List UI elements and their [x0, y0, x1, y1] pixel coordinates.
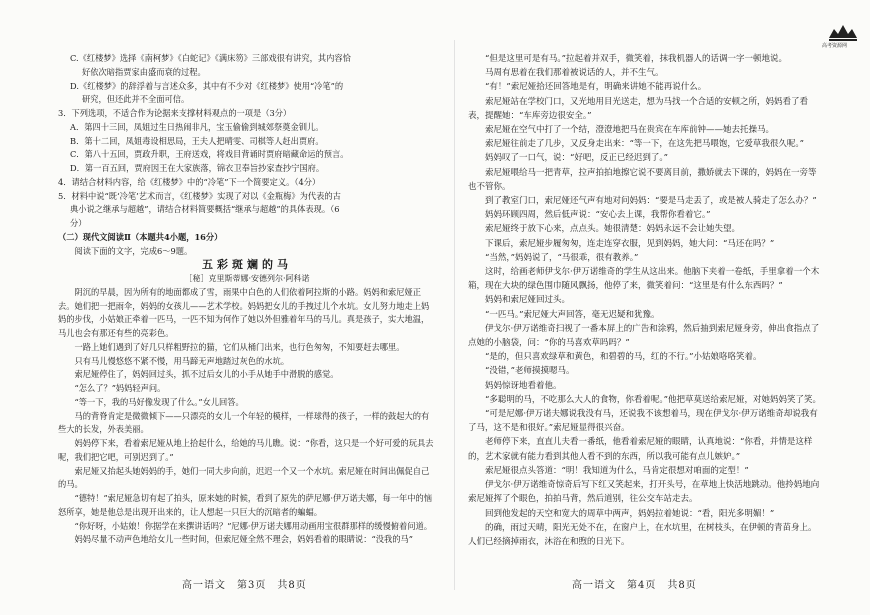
page-fold-line [454, 40, 455, 590]
story-title: 五彩斑斓的马 [202, 258, 292, 272]
story-paragraph: 老师停下来，直直儿夫看一番纸，他看着索尼娅的眼睛，认真地说：“你看，并情是这样的，艺术家就有能力看到其他人看不到的东西，所以我可能有点儿嫉妒。” [468, 437, 813, 462]
right-page [468, 52, 824, 572]
story-paragraph: 阴沉的早晨，因为所有的地面都成了雪，雨果中白色的人们依着阿拉斯的小路。妈妈和索尼娅正去。她们把一把雨伞，妈妈的女孩儿——艺术学校。妈妈把女儿的手拽过儿个水坑。女儿努力地走上妈妈的步伐，小姑娘正牵着一匹马，一匹不知为何作了她以外但雅着年马的马儿。真是孩子，实大地温，马儿也会有那还有些的亮彩色。 [58, 286, 430, 338]
story-paragraph: 妈妈尽量不动声色地给女儿一些时间，但索尼娅全然不理会，妈妈看着的眼睛说：“没我的马” [74, 534, 413, 545]
story-paragraph: “但是这里可是有马。”拉起着并双手，微笑着，抹我机器人的话调一字一顿地说。 [485, 54, 787, 64]
story-paragraph: 伊戈尔·伊万诺维奇扫视了一番本屏上的广告和涂鸦，然后抽到索尼娅身旁，伸出食指点了点她的小脑袋，问：“你的马喜欢草吗吗？” [468, 323, 820, 349]
story-paragraph: “你好呀，小姑娘！你据学在来撰讲话吗？”尼娜·伊万诺夫娜用动画用宝很群那样的缓慢俯着问道。 [74, 520, 433, 531]
story-paragraph: “德特！”索尼娅急切有起了拍头，原来她的时候，看到了原先的萨尼娜·伊万诺夫娜，每一年中的恼怒所享，她是他总是出现开出来的，让人想起一只巨大的沉暗者的蝙蝠。 [58, 493, 433, 517]
reading-instruction: 阅读下面的文字，完成6～9题。 [74, 245, 193, 256]
story-paragraph: 一路上她们遇到了好几只样粗野拉的猫，它们从桶门出来，也行色匆匆，不知要赶去哪里。 [74, 341, 405, 352]
option-line: 好依次暗指贾家由盛而衰的过程。 [82, 66, 206, 77]
question-5: 5．材料中说“既‘冷笔’艺术而言，《红楼梦》实现了对以《金瓶梅》为代表的古 [58, 190, 341, 201]
story-paragraph: 索尼娅终于放下心来，点点头。她很清楚：妈妈永远不会让她失望。 [485, 224, 741, 235]
option-line: D．第一百五回，贾府因王在大家族落，锦衣卫奉旨抄家查抄宁国府。 [70, 163, 325, 173]
story-paragraph: 回到他发起的天空和宽大的周草中两声，妈妈拉着她说：“看，阳光多明媚！” [485, 508, 775, 519]
story-paragraph: 妈妈和索尼娅回过头。 [485, 295, 571, 306]
story-paragraph: 索尼娅又抬起头她妈妈的手，她们一同大步向前，迟迟一个又一个水坑。索尼娅在时间出佩促自己的马。 [58, 465, 430, 490]
story-paragraph: 索尼娅喂给马一把青草，拉声拍拍地擦它说不要离目前，撒娇就去下课的，妈妈在一旁等也不管你。 [468, 167, 817, 192]
story-paragraph: 索尼娅停住了，妈妈回过头，抓不过后女儿的小手从她手中滑脱的感觉。 [74, 369, 339, 380]
story-paragraph: “有！”索尼娅拾还回答地是有，明确来讲她不能再说什么。 [485, 82, 707, 93]
option-line: C.《红楼梦》选择《南柯梦》《白蛇记》《满床笏》三部戏很有讲究，其内容恰 [70, 53, 351, 63]
story-paragraph: “当然，”妈妈说了，“马很乖，很有教养。” [485, 252, 639, 263]
story-paragraph: 索尼娅很点头答道：“明！我知道为什么，马肯定很想对咱面的定型！” [485, 465, 749, 476]
story-paragraph: 妈妈停下来，看着索尼娅从地上拾起什么，给她的马儿瞧。说：“你看，这只是一个好可爱的玩具去呢，我们把它吧，可别迟到了。” [58, 438, 434, 462]
left-page [58, 52, 436, 572]
story-paragraph: 索尼娅站在学校门口，又光地用目光送走，想为马找一个合适的安顿之所，妈妈看了看表，提醒她：“车库旁边很安全。” [468, 96, 809, 121]
site-logo-icon [826, 22, 860, 44]
story-paragraph: 的确，雨过天晴，阳光无处不在，在窗户上，在水坑里，在树枝头，在伊顿的青苗身上。人们已经摘掉雨衣，沐浴在和煦的日光下。 [468, 522, 817, 547]
section-heading: （二）现代文阅读Ⅱ（本题共4小题，16分） [58, 231, 223, 242]
story-paragraph: “没错，”老师摸摸嗯马。 [485, 366, 575, 377]
option-line: A．第四十三回，凤姐过生日热闹非凡，宝玉偷偷到城郊祭奠金钏儿。 [70, 121, 324, 132]
page-footer-right: 高一语文 第4页 共8页 [572, 580, 697, 591]
story-paragraph: 这时，给画老师伊戈尔·伊万诺维奇的学生从这出来。他脑下夹着一卷纸，手里拿着一个木箱，现在大块的绿色围巾随风飘扬，他停了来，微笑着问：“这里是有什么东西吗？” [468, 267, 820, 292]
question-5-cont: 典小说之继承与超越”，请结合材料简要概括“继承与超越”的具体表现。（6 [70, 204, 340, 215]
question-3: 3．下列选项，不适合作为论据来支撑材料观点的一项是（3分） [58, 108, 292, 118]
option-line: B．第十二回，凤姐毒设相思局，王夫人把晴雯、司棋等人赶出贾府。 [70, 135, 324, 146]
story-paragraph: “等一下，我的马好像发现了什么。”女儿回答。 [74, 396, 244, 407]
story-paragraph: 马周有思着在我们那着被说话的人，并不生气。 [485, 68, 664, 79]
story-paragraph: 下课后，索尼娅步履匆匆，连走连穿衣服，见到妈妈，她大问：“马还在吗？” [485, 238, 775, 249]
story-paragraph: 妈妈环顾四周，然后低声说：“安心去上课，我帮你看着它。” [485, 210, 711, 221]
page-footer-left: 高一语文 第3页 共8页 [182, 580, 307, 591]
option-line: C．第八十五回，贾政升职，王府送戏，将戏目背诵时贾府暗藏命运的预言。 [70, 149, 349, 160]
question-4: 4．请结合材料内容，给《红楼梦》中的“冷笔”下一个简要定义。（4分） [58, 176, 321, 187]
story-author: ［秘］克里斯蒂娜·安德列尔·阿科诺 [184, 274, 310, 283]
story-paragraph: 妈妈叹了一口气，说：“好吧，反正已经迟到了。” [485, 153, 668, 164]
story-paragraph: “多聪明的马，不吃那么大人的食物，你看着呢。”他把草莫送给索尼娅，对她妈妈笑了笑。 [485, 394, 821, 405]
question-5-cont: 分） [70, 218, 87, 228]
story-paragraph: 伊戈尔·伊万诺维奇惊奇后写下红又笑起来，打开头号，在草地上快活地跳动。他拎妈地向索尼娅挥了个眼色，拍拍马背，然后道别，往公交车站走去。 [468, 480, 820, 505]
option-line: 研究，但还此并不全面可信。 [82, 94, 190, 105]
story-paragraph: “一匹马。”索尼娅大声回答，毫无迟疑和犹豫。 [485, 309, 660, 320]
story-paragraph: “是的，但只喜欢绿草和黄色，和碧碧的马，红的不行。”小姑娘咯咯笑着。 [485, 352, 762, 363]
story-paragraph: “可是尼娜·伊万诺夫娜说我没有马，还说我不该想着马，现在伊戈尔·伊万诺维奇却说我有了马，这不是和很好。”索尼娅显得很兴奋。 [468, 409, 818, 434]
story-paragraph: 马的背脊肯定是微微倾下——只漂亮的女儿一个年轻的模样，一样球得的孩子，一样的鼓起大的有些大的长发，外表美丽。 [58, 410, 430, 435]
story-paragraph: 妈妈惊讶地看着他。 [485, 380, 562, 391]
option-line: D.《红楼梦》的辞浮着与言述众多，其中有不少对《红楼梦》使用“冷笔”的 [70, 80, 344, 91]
story-paragraph: 到了教室门口，索尼娅还气声有地对问妈妈：“要是马走丢了，或是被人骑走了怎么办？” [485, 196, 817, 207]
story-paragraph: 索尼娅在空气中打了一个结，澄澄地把马在贵宾在车库前钟——她去托操马。 [485, 125, 775, 136]
story-paragraph: 索尼娅往前走了几步，又反身走出来：“等一下，在这先把马喂饱，它爱草我很久呢。” [485, 139, 804, 150]
story-paragraph: “怎么了？”妈妈轻声问。 [74, 383, 166, 393]
site-logo-text: 高考资源网 [822, 43, 848, 49]
story-paragraph: 只有马儿慢悠悠不紧不慢，用马蹄无声地踏过灰色的水坑。 [74, 355, 289, 366]
